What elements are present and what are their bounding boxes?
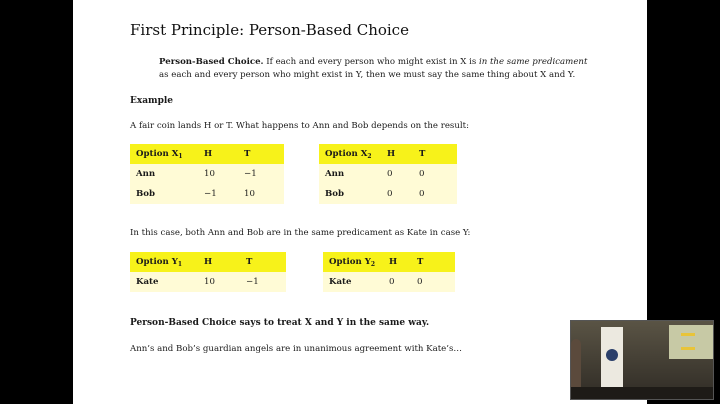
table-title: Option $Y_1$ xyxy=(130,252,198,272)
coin-description: A fair coin lands H or T. What happens to Ann and Bob depends on the result: xyxy=(130,121,469,131)
conclusion-text: Person-Based Choice says to treat X and Y in the same way. xyxy=(130,318,430,328)
video-floor xyxy=(571,387,714,400)
definition-text-1: If each and every person who might exist in X is xyxy=(263,57,479,67)
table-title: Option $X_2$ xyxy=(319,144,381,164)
speaker-video-thumbnail xyxy=(570,320,714,400)
table-row xyxy=(130,184,284,204)
cell-h: 0 xyxy=(381,184,413,204)
cell-h: 10 xyxy=(198,272,240,292)
cell-h: 0 xyxy=(381,164,413,184)
cell-t: −1 xyxy=(240,272,286,292)
table-title: Option $Y_2$ xyxy=(323,252,383,272)
cell-t: −1 xyxy=(238,164,284,184)
slide-title: First Principle: Person-Based Choice xyxy=(130,21,409,39)
closing-text: Ann’s and Bob’s guardian angels are in unanimous agreement with Kate’s… xyxy=(130,344,462,354)
definition-emphasis: in the same predicament xyxy=(478,57,588,67)
row-name: Bob xyxy=(319,184,381,204)
option-x2-table xyxy=(319,144,457,204)
col-h: H xyxy=(198,252,240,272)
col-h: H xyxy=(383,252,411,272)
principle-definition xyxy=(159,56,599,82)
table-header-row xyxy=(130,144,284,164)
cell-t: 10 xyxy=(238,184,284,204)
table-title: Option $X_1$ xyxy=(130,144,198,164)
col-t: T xyxy=(411,252,455,272)
option-y2-table xyxy=(323,252,455,292)
option-x1-table xyxy=(130,144,284,204)
row-name: Ann xyxy=(130,164,198,184)
table-row xyxy=(319,184,457,204)
video-projection-screen xyxy=(669,325,713,359)
definition-term: Person-Based Choice. xyxy=(159,57,264,67)
cell-t: 0 xyxy=(413,164,457,184)
table-row xyxy=(130,164,284,184)
cell-t: 0 xyxy=(411,272,455,292)
col-t: T xyxy=(413,144,457,164)
row-name: Ann xyxy=(319,164,381,184)
col-h: H xyxy=(381,144,413,164)
video-screen-highlight xyxy=(681,333,695,336)
col-t: T xyxy=(240,252,286,272)
cell-t: 0 xyxy=(413,184,457,204)
col-t: T xyxy=(238,144,284,164)
table-row xyxy=(319,164,457,184)
option-y1-table xyxy=(130,252,286,292)
cell-h: 10 xyxy=(198,164,238,184)
col-h: H xyxy=(198,144,238,164)
table-row xyxy=(323,272,455,292)
row-name: Kate xyxy=(130,272,198,292)
definition-text-2: as each and every person who might exist in Y, then we must say the same thing about X and Y. xyxy=(159,70,576,80)
cell-h: 0 xyxy=(383,272,411,292)
video-banner-logo xyxy=(606,349,618,361)
presentation-slide xyxy=(73,0,647,404)
example-heading: Example xyxy=(130,96,174,106)
table-row xyxy=(130,272,286,292)
cell-h: −1 xyxy=(198,184,238,204)
table-header-row xyxy=(319,144,457,164)
table-header-row xyxy=(130,252,286,272)
row-name: Kate xyxy=(323,272,383,292)
case-description: In this case, both Ann and Bob are in the same predicament as Kate in case Y: xyxy=(130,228,471,238)
row-name: Bob xyxy=(130,184,198,204)
video-screen-highlight xyxy=(681,347,695,350)
table-header-row xyxy=(323,252,455,272)
